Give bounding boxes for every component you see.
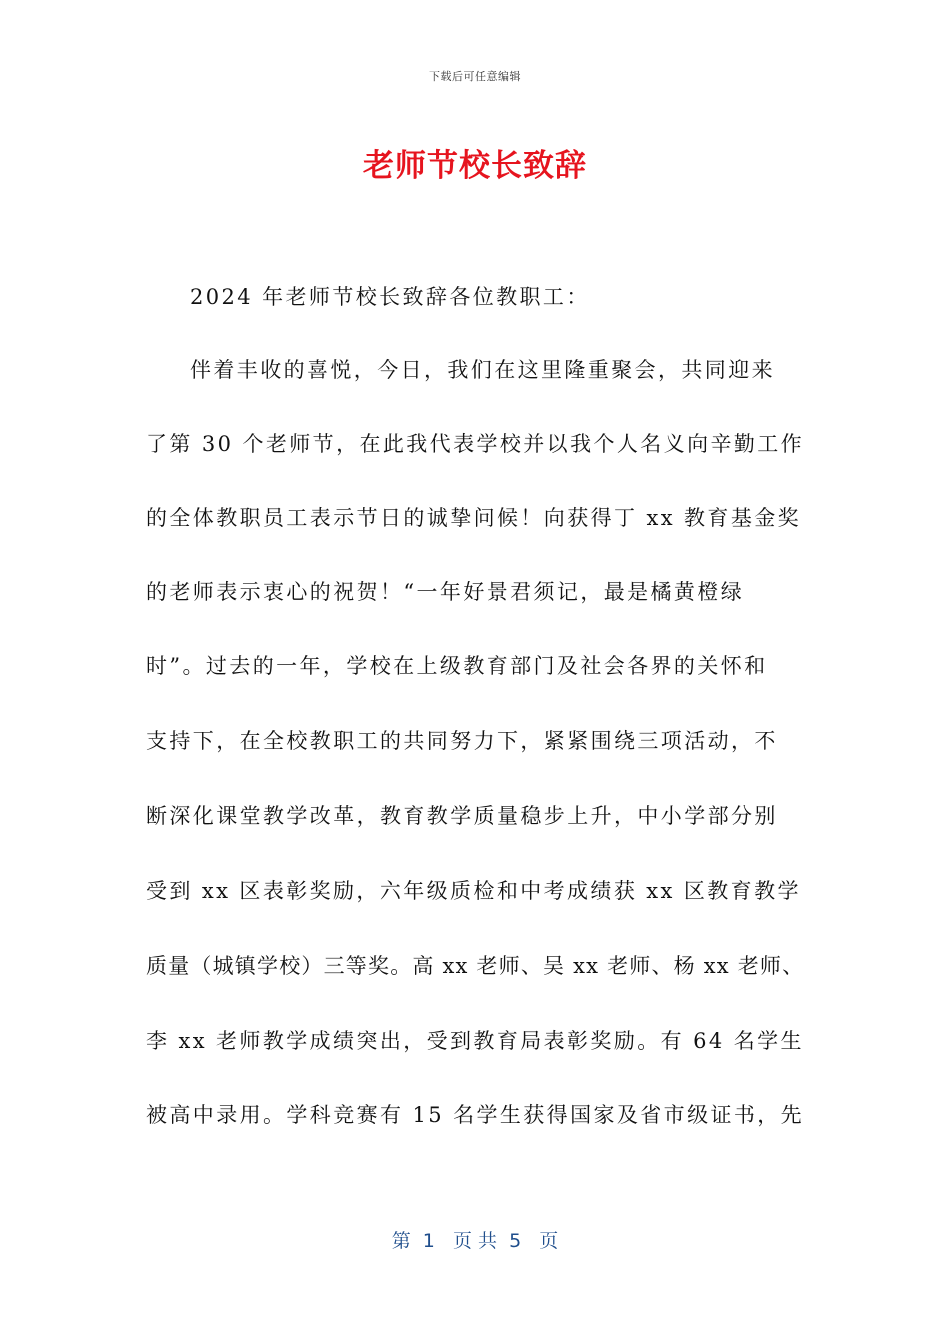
body-line: 的全体教职员工表示节日的诚挚问候！向获得丁 xx 教育基金奖	[146, 506, 802, 530]
body-line: 2024 年老师节校长致辞各位教职工：	[190, 285, 590, 309]
body-line: 受到 xx 区表彰奖励，六年级质检和中考成绩获 xx 区教育教学	[146, 879, 801, 903]
document-title: 老师节校长致辞	[363, 148, 587, 184]
body-line: 断深化课堂教学改革，教育教学质量稳步上升，中小学部分别	[146, 804, 778, 828]
body-line: 了第 30 个老师节，在此我代表学校并以我个人名义向辛勤工作	[146, 432, 805, 456]
body-line: 质量（城镇学校）三等奖。高 xx 老师、吴 xx 老师、杨 xx 老师、	[146, 954, 805, 978]
body-line: 李 xx 老师教学成绩突出，受到教育局表彰奖励。有 64 名学生	[146, 1029, 804, 1053]
body-line: 时”。过去的一年，学校在上级教育部门及社会各界的关怀和	[146, 654, 768, 678]
body-line: 伴着丰收的喜悦，今日，我们在这里隆重聚会，共同迎来	[190, 358, 775, 382]
body-line: 的老师表示衷心的祝贺！“一年好景君须记，最是橘黄橙绿	[146, 580, 745, 604]
page-number-footer: 第 1 页 共 5 页	[391, 1230, 559, 1252]
page-header-note: 下载后可任意编辑	[429, 70, 521, 83]
body-line: 被高中录用。学科竞赛有 15 名学生获得国家及省市级证书，先	[146, 1103, 805, 1127]
body-line: 支持下，在全校教职工的共同努力下，紧紧围绕三项活动，不	[146, 729, 778, 753]
